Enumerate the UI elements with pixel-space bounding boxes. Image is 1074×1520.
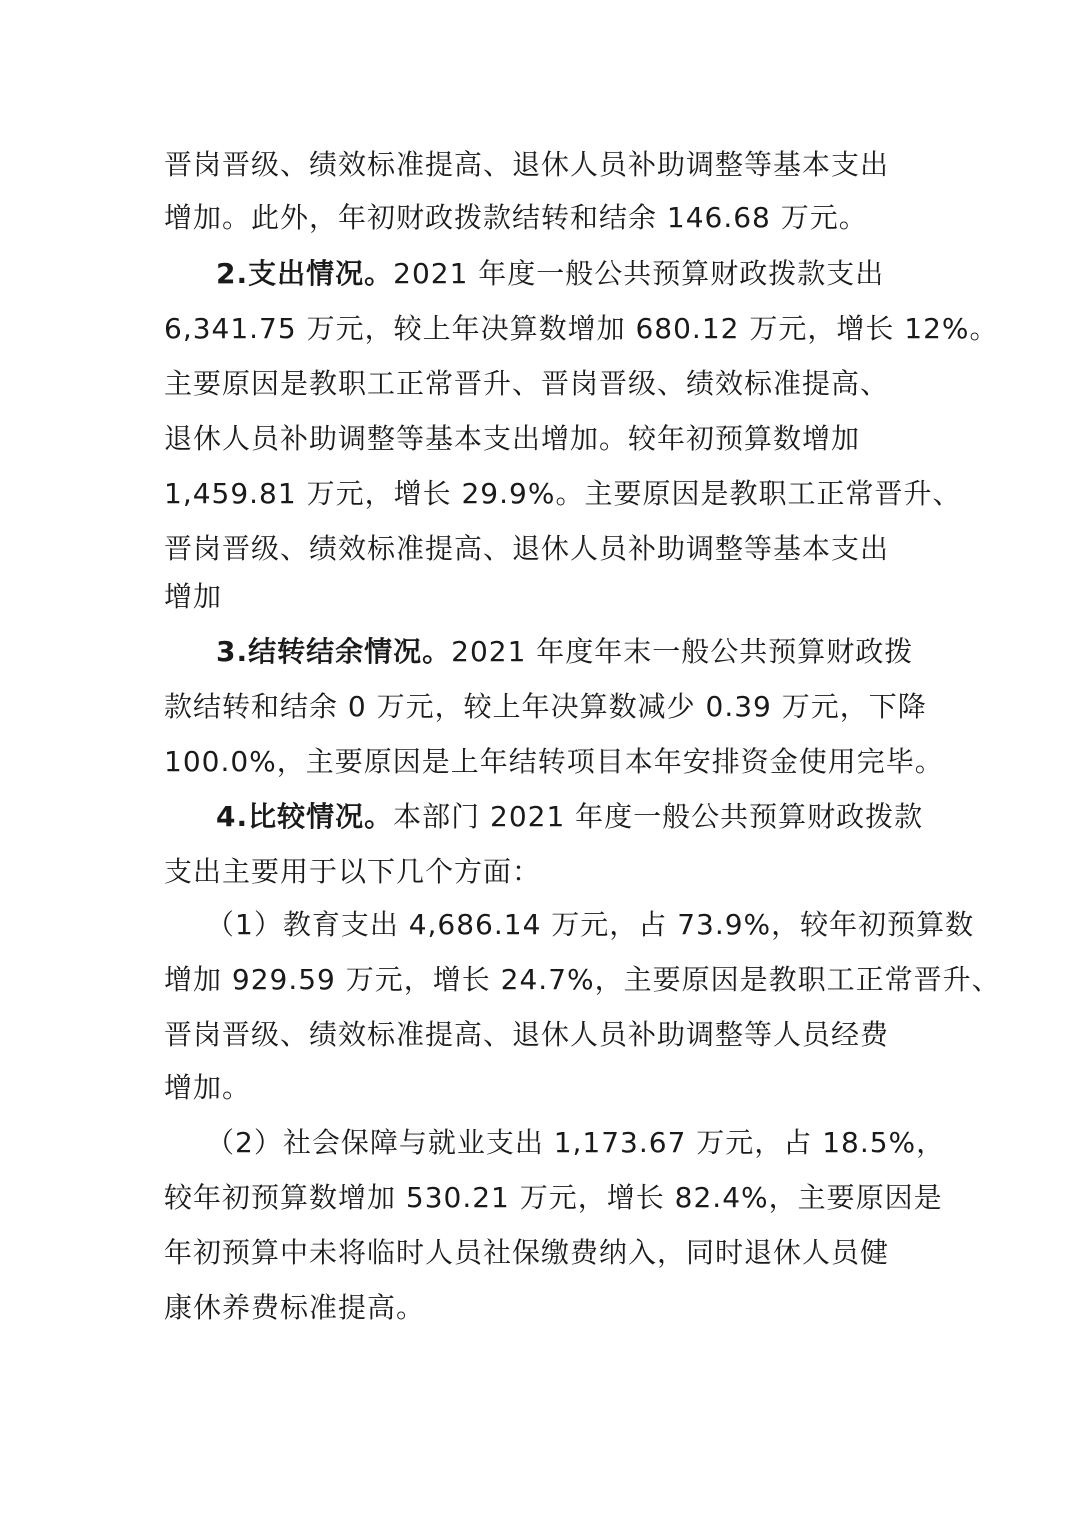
section-heading: 2.支出情况。 [216, 257, 394, 290]
list-item-1: （1）教育支出 4,686.14 万元，占 73.9%，较年初预算数 [206, 908, 975, 941]
body-text-line: 晋岗晋级、绩效标准提高、退休人员补助调整等人员经费 [164, 1018, 890, 1051]
body-text-line: 较年初预算数增加 530.21 万元，增长 82.4%，主要原因是 [164, 1181, 943, 1214]
body-text-line: 年初预算中未将临时人员社保缴费纳入，同时退休人员健 [164, 1236, 890, 1269]
body-text: 本部门 2021 年度一般公共预算财政拨款 [393, 800, 924, 833]
body-text-line: 增加 929.59 万元，增长 24.7%，主要原因是教职工正常晋升、 [164, 963, 1001, 996]
section-paragraph-4 [216, 797, 923, 837]
body-text: 2021 年度年末一般公共预算财政拨 [451, 635, 914, 668]
body-text-line: 晋岗晋级、绩效标准提高、退休人员补助调整等基本支出 [164, 532, 890, 565]
body-text-line: 支出主要用于以下几个方面： [164, 855, 542, 888]
body-text-line: 康休养费标准提高。 [164, 1291, 426, 1324]
body-text-line: 6,341.75 万元，较上年决算数增加 680.12 万元，增长 12%。 [164, 312, 999, 345]
body-text-line: 增加。 [164, 1071, 252, 1104]
body-text-line: 晋岗晋级、绩效标准提高、退休人员补助调整等基本支出 [164, 148, 890, 181]
body-text: 2021 年度一般公共预算财政拨款支出 [393, 257, 885, 290]
section-paragraph-2 [216, 254, 884, 294]
section-heading: 4.比较情况。 [216, 800, 394, 833]
list-item-2: （2）社会保障与就业支出 1,173.67 万元，占 18.5%， [206, 1126, 946, 1159]
section-heading: 3.结转结余情况。 [216, 635, 452, 668]
section-paragraph-3 [216, 632, 913, 672]
body-text-line: 增加。此外，年初财政拨款结转和结余 146.68 万元。 [164, 201, 868, 234]
body-text-line: 款结转和结余 0 万元，较上年决算数减少 0.39 万元，下降 [164, 690, 927, 723]
body-text-line: 1,459.81 万元，增长 29.9%。主要原因是教职工正常晋升、 [164, 477, 962, 510]
body-text-line: 主要原因是教职工正常晋升、晋岗晋级、绩效标准提高、 [164, 367, 890, 400]
body-text-line: 100.0%，主要原因是上年结转项目本年安排资金使用完毕。 [164, 745, 944, 778]
body-text-line: 增加 [164, 580, 223, 613]
body-text-line: 退休人员补助调整等基本支出增加。较年初预算数增加 [164, 422, 861, 455]
